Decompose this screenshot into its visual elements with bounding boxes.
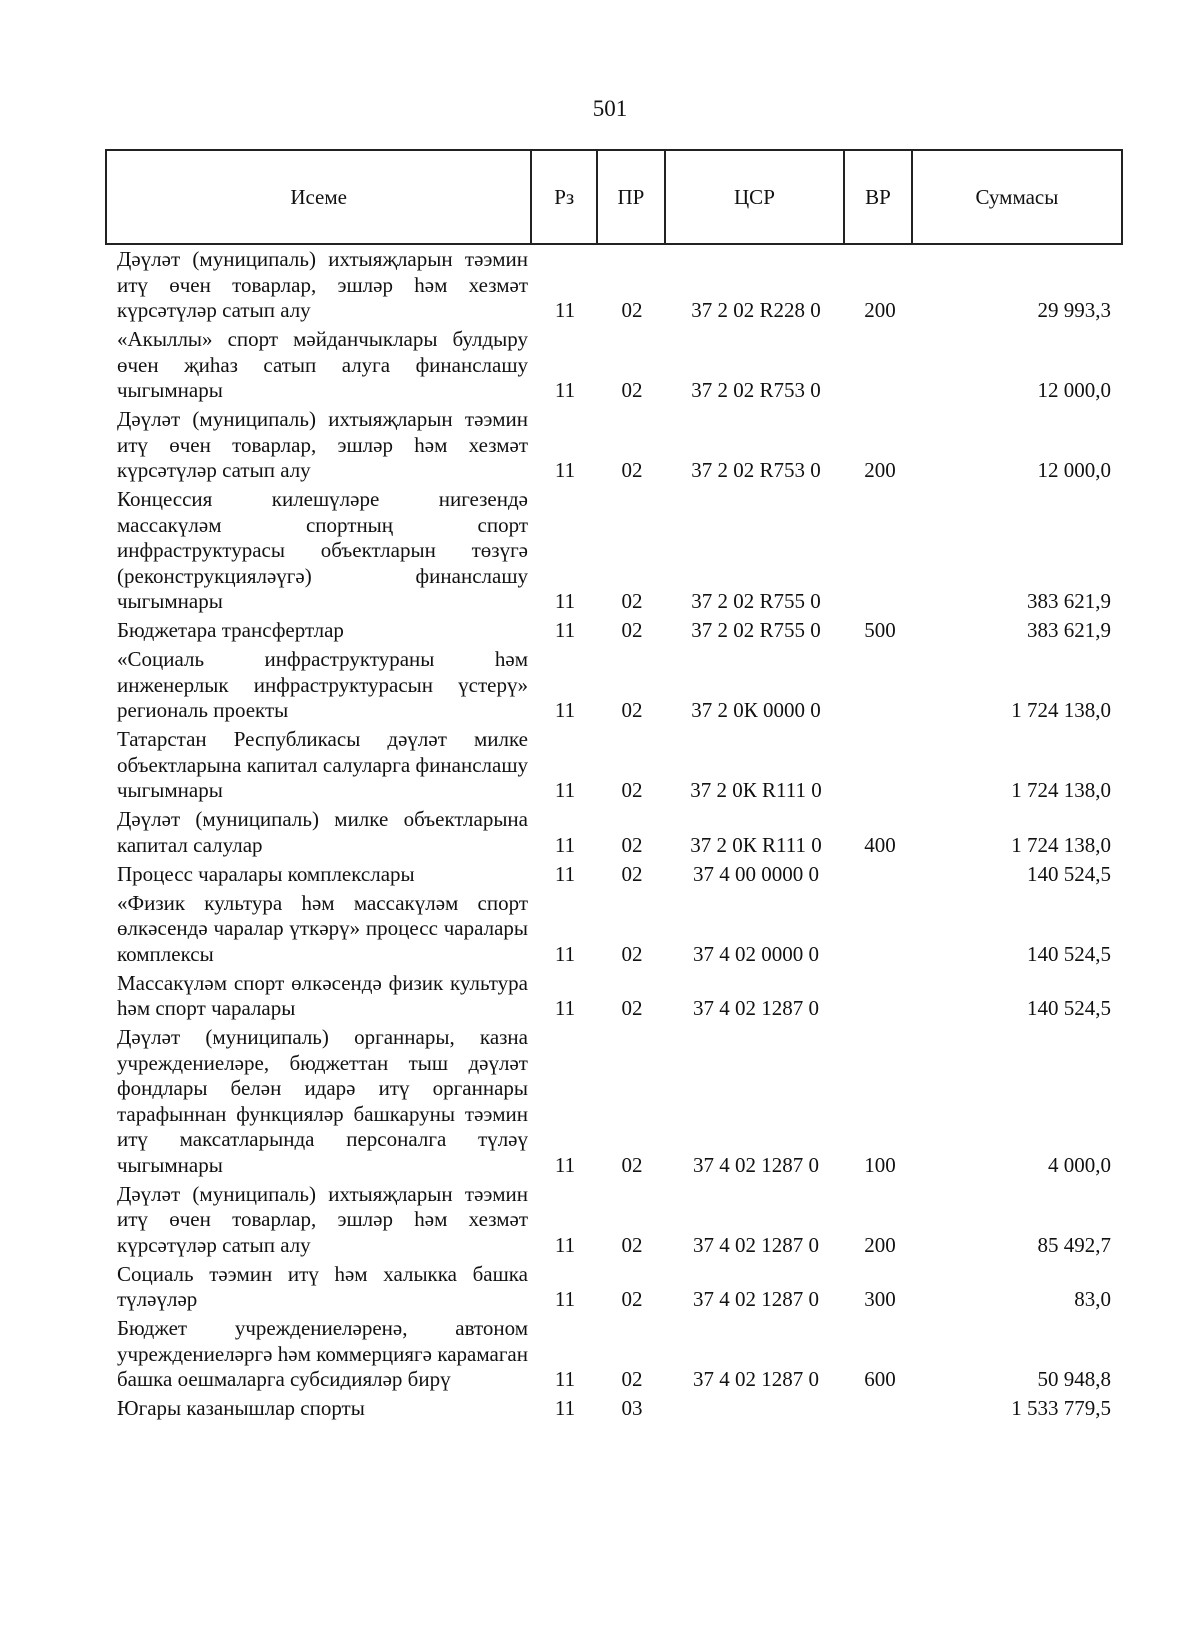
cell-sum: 29 993,3 <box>1037 298 1111 322</box>
cell-sum: 50 948,8 <box>1037 1367 1111 1391</box>
cell-pr: 02 <box>621 941 643 966</box>
cell-vr: 500 <box>864 618 896 642</box>
table-row <box>105 487 1123 615</box>
cell-csr: 37 2 0К R111 0 <box>690 778 822 802</box>
cell-vr: 200 <box>864 298 896 322</box>
cell-sum: 140 524,5 <box>1027 861 1111 886</box>
cell-sum: 383 621,9 <box>1027 589 1111 613</box>
budget-table <box>105 149 1123 1425</box>
cell-csr: 37 2 02 R755 0 <box>691 589 821 613</box>
table-row <box>105 971 1123 1022</box>
cell-rz: 11 <box>554 378 576 402</box>
cell-rz: 11 <box>554 589 576 613</box>
cell-vr: 300 <box>864 1287 896 1311</box>
table-row <box>105 862 1123 888</box>
cell-pr: 02 <box>621 378 643 402</box>
cell-name: Югары казанышлар спорты <box>117 1396 365 1420</box>
table-row <box>105 1396 1123 1422</box>
cell-csr: 37 2 02 R755 0 <box>691 618 821 642</box>
page-number: 501 <box>592 96 628 121</box>
cell-csr: 37 2 02 R228 0 <box>691 298 821 322</box>
table-row <box>105 1262 1123 1313</box>
cell-name: Дәүләт (муниципаль) милке объектларына капитал салулар <box>117 807 528 857</box>
cell-sum: 140 524,5 <box>1027 996 1111 1020</box>
cell-csr: 37 4 00 0000 0 <box>693 861 819 886</box>
cell-csr: 37 4 02 1287 0 <box>693 1367 819 1391</box>
cell-rz: 11 <box>554 832 576 857</box>
header-pr: ПР <box>598 151 666 243</box>
cell-csr: 37 4 02 1287 0 <box>693 1232 819 1257</box>
cell-name: Татарстан Республикасы дәүләт милке объектларына капитал салуларга финанслашу чыгымнары <box>117 727 528 802</box>
cell-csr: 37 2 02 R753 0 <box>691 458 821 482</box>
cell-pr: 02 <box>621 1232 643 1257</box>
cell-name: «Физик культура һәм массакүләм спорт өлкәсендә чаралар үткәрү» процесс чаралары комплексы <box>117 890 528 966</box>
table-row <box>105 327 1123 404</box>
cell-pr: 02 <box>621 618 643 642</box>
cell-rz: 11 <box>554 778 576 802</box>
cell-vr: 200 <box>864 458 896 482</box>
header-rz: Рз <box>532 151 598 243</box>
table-row <box>105 1182 1123 1259</box>
cell-rz: 11 <box>554 1367 576 1391</box>
cell-name: Социаль тәэмин итү һәм халыкка башка түләүләр <box>117 1261 528 1311</box>
cell-name: Массакүләм спорт өлкәсендә физик культура һәм спорт чаралары <box>117 970 528 1020</box>
cell-sum: 140 524,5 <box>1027 941 1111 966</box>
cell-vr: 100 <box>864 1152 896 1177</box>
cell-name: Концессия килешүләре нигезендә массакүләм спортның спорт инфраструктурасы объектларын төзүгә (реконструкцияләүгә) финанслашу чыгымнары <box>117 487 528 613</box>
cell-rz: 11 <box>554 1287 576 1311</box>
table-row <box>105 647 1123 724</box>
table-row <box>105 891 1123 968</box>
header-name: Исеме <box>107 151 532 243</box>
cell-csr: 37 2 02 R753 0 <box>691 378 821 402</box>
cell-name: Бюджетара трансфертлар <box>117 618 344 642</box>
cell-vr: 200 <box>864 1232 896 1257</box>
cell-pr: 02 <box>621 832 643 857</box>
cell-sum: 383 621,9 <box>1027 618 1111 642</box>
cell-pr: 02 <box>621 298 643 322</box>
cell-pr: 03 <box>621 1396 643 1420</box>
cell-rz: 11 <box>554 1152 576 1177</box>
cell-csr: 37 4 02 1287 0 <box>693 1287 819 1311</box>
cell-name: Дәүләт (муниципаль) ихтыяҗларын тәэмин итү өчен товарлар, эшләр һәм хезмәт күрсәтүләр сатып алу <box>117 1181 528 1257</box>
cell-name: Дәүләт (муниципаль) органнары, казна учреждениеләре, бюджеттан тыш дәүләт фондлары белән идарә итү органнары тарафыннан функцияләр башкаруны тәэмин итү максатларында персоналга түләү чыгымнары <box>117 1025 528 1177</box>
cell-pr: 02 <box>621 698 643 722</box>
cell-rz: 11 <box>554 1232 576 1257</box>
cell-pr: 02 <box>621 1152 643 1177</box>
cell-rz: 11 <box>554 861 576 886</box>
table-row <box>105 407 1123 484</box>
table-row <box>105 618 1123 644</box>
header-csr: ЦСР <box>666 151 845 243</box>
table-body <box>105 245 1123 1422</box>
table-header <box>105 149 1123 245</box>
cell-name: Процесс чаралары комплекслары <box>117 861 415 886</box>
cell-name: «Акыллы» спорт мәйданчыклары булдыру өчен җиһаз сатып алуга финанслашу чыгымнары <box>117 327 528 402</box>
cell-sum: 12 000,0 <box>1037 458 1111 482</box>
cell-name: «Социаль инфраструктураны һәм инженерлык инфраструктурасын үстерү» региональ проекты <box>117 647 528 722</box>
cell-sum: 1 724 138,0 <box>1011 832 1111 857</box>
cell-pr: 02 <box>621 458 643 482</box>
cell-rz: 11 <box>554 941 576 966</box>
cell-csr: 37 4 02 0000 0 <box>693 941 819 966</box>
table-row <box>105 1316 1123 1393</box>
cell-pr: 02 <box>621 1367 643 1391</box>
cell-vr: 600 <box>864 1367 896 1391</box>
cell-sum: 1 724 138,0 <box>1011 778 1111 802</box>
table-row <box>105 807 1123 858</box>
cell-sum: 1 724 138,0 <box>1011 698 1111 722</box>
cell-sum: 1 533 779,5 <box>1011 1396 1111 1420</box>
cell-csr: 37 4 02 1287 0 <box>693 1152 819 1177</box>
cell-name: Бюджет учреждениеләренә, автоном учреждениеләргә һәм коммерциягә карамаган башка оешмаларга субсидияләр бирү <box>117 1316 528 1391</box>
cell-pr: 02 <box>621 1287 643 1311</box>
cell-pr: 02 <box>621 589 643 613</box>
header-vr: ВР <box>845 151 913 243</box>
cell-rz: 11 <box>554 698 576 722</box>
cell-pr: 02 <box>621 996 643 1020</box>
table-row <box>105 247 1123 324</box>
cell-sum: 4 000,0 <box>1048 1152 1111 1177</box>
cell-pr: 02 <box>621 778 643 802</box>
cell-sum: 12 000,0 <box>1037 378 1111 402</box>
table-row <box>105 727 1123 804</box>
cell-csr: 37 2 0К 0000 0 <box>691 698 821 722</box>
cell-pr: 02 <box>621 861 643 886</box>
cell-csr: 37 2 0К R111 0 <box>690 832 822 857</box>
table-row <box>105 1025 1123 1178</box>
cell-sum: 83,0 <box>1074 1287 1111 1311</box>
cell-vr: 400 <box>864 832 896 857</box>
cell-rz: 11 <box>554 618 576 642</box>
cell-csr: 37 4 02 1287 0 <box>693 996 819 1020</box>
cell-sum: 85 492,7 <box>1037 1232 1111 1257</box>
cell-rz: 11 <box>554 1396 576 1420</box>
cell-rz: 11 <box>554 996 576 1020</box>
cell-rz: 11 <box>554 458 576 482</box>
header-sum: Суммасы <box>975 184 1059 209</box>
cell-name: Дәүләт (муниципаль) ихтыяҗларын тәэмин итү өчен товарлар, эшләр һәм хезмәт күрсәтүләр сатып алу <box>117 247 528 322</box>
cell-rz: 11 <box>554 298 576 322</box>
cell-name: Дәүләт (муниципаль) ихтыяҗларын тәэмин итү өчен товарлар, эшләр һәм хезмәт күрсәтүләр сатып алу <box>117 407 528 482</box>
